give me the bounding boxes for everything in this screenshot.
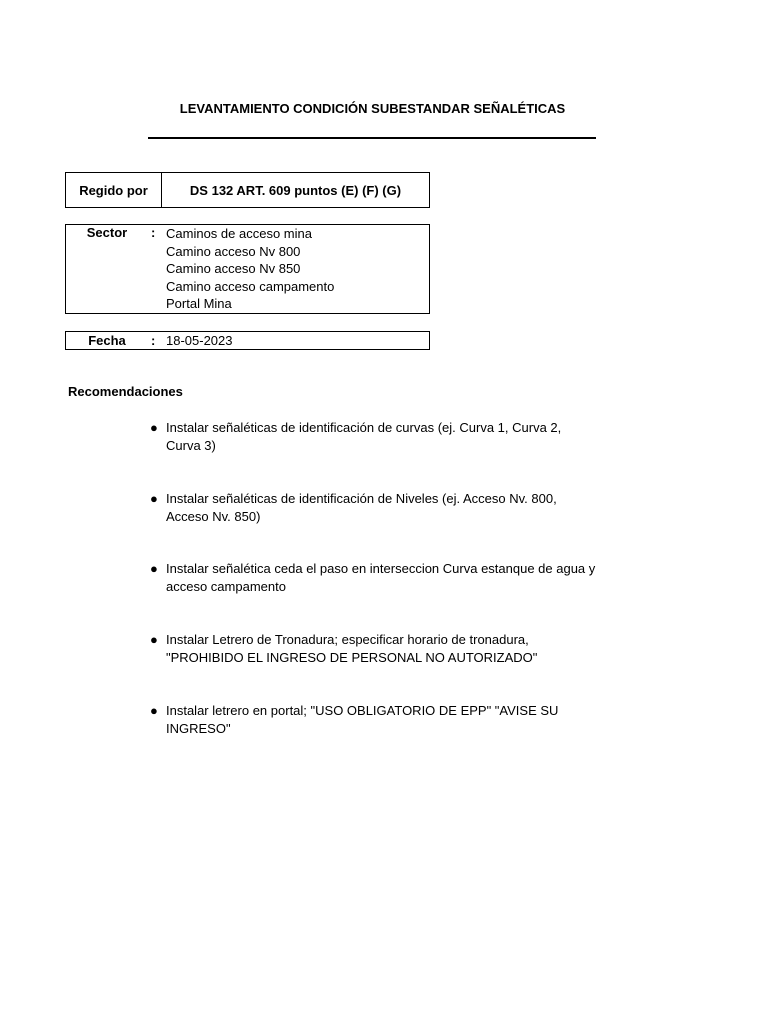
bullet-icon: ● xyxy=(150,420,158,435)
bullet-icon: ● xyxy=(150,632,158,647)
title-underline xyxy=(148,137,596,139)
sector-colon: : xyxy=(151,225,156,240)
bullet-icon: ● xyxy=(150,561,158,576)
recommendation-text: Instalar Letrero de Tronadura; especificar horario de tronadura, "PROHIBIDO EL INGRESO DE PERSONAL NO AUTORIZADO" xyxy=(166,632,538,665)
regido-table xyxy=(65,172,430,208)
bullet-icon: ● xyxy=(150,703,158,718)
recommendation-text: Instalar letrero en portal; "USO OBLIGATORIO DE EPP" "AVISE SU INGRESO" xyxy=(166,703,559,736)
regido-label: Regido por xyxy=(66,173,162,207)
sector-value: Portal Mina xyxy=(166,296,232,312)
recommendation-text: Instalar señaléticas de identificación de curvas (ej. Curva 1, Curva 2, Curva 3) xyxy=(166,420,562,453)
fecha-colon: : xyxy=(151,333,156,348)
regido-value: DS 132 ART. 609 puntos (E) (F) (G) xyxy=(189,182,402,198)
sector-value: Camino acceso campamento xyxy=(166,278,335,294)
sector-label: Sector xyxy=(86,225,128,240)
sector-value: Caminos de acceso mina xyxy=(166,226,312,241)
recommendation-text: Instalar señalética ceda el paso en interseccion Curva estanque de agua y acceso campamento xyxy=(166,561,596,594)
fecha-value: 18-05-2023 xyxy=(166,333,233,348)
sector-values xyxy=(166,225,334,313)
recomendaciones-heading: Recomendaciones xyxy=(68,384,183,399)
fecha-label: Fecha xyxy=(88,333,126,348)
sector-value: Camino acceso Nv 850 xyxy=(166,261,301,277)
fecha-table xyxy=(65,331,430,350)
bullet-icon: ● xyxy=(150,491,158,506)
recommendation-text: Instalar señaléticas de identificación de Niveles (ej. Acceso Nv. 800, Acceso Nv. 850) xyxy=(166,491,557,524)
sector-table xyxy=(65,224,430,314)
document-title: LEVANTAMIENTO CONDICIÓN SUBESTANDAR SEÑALÉTICAS xyxy=(179,101,566,116)
sector-value: Camino acceso Nv 800 xyxy=(166,243,301,259)
